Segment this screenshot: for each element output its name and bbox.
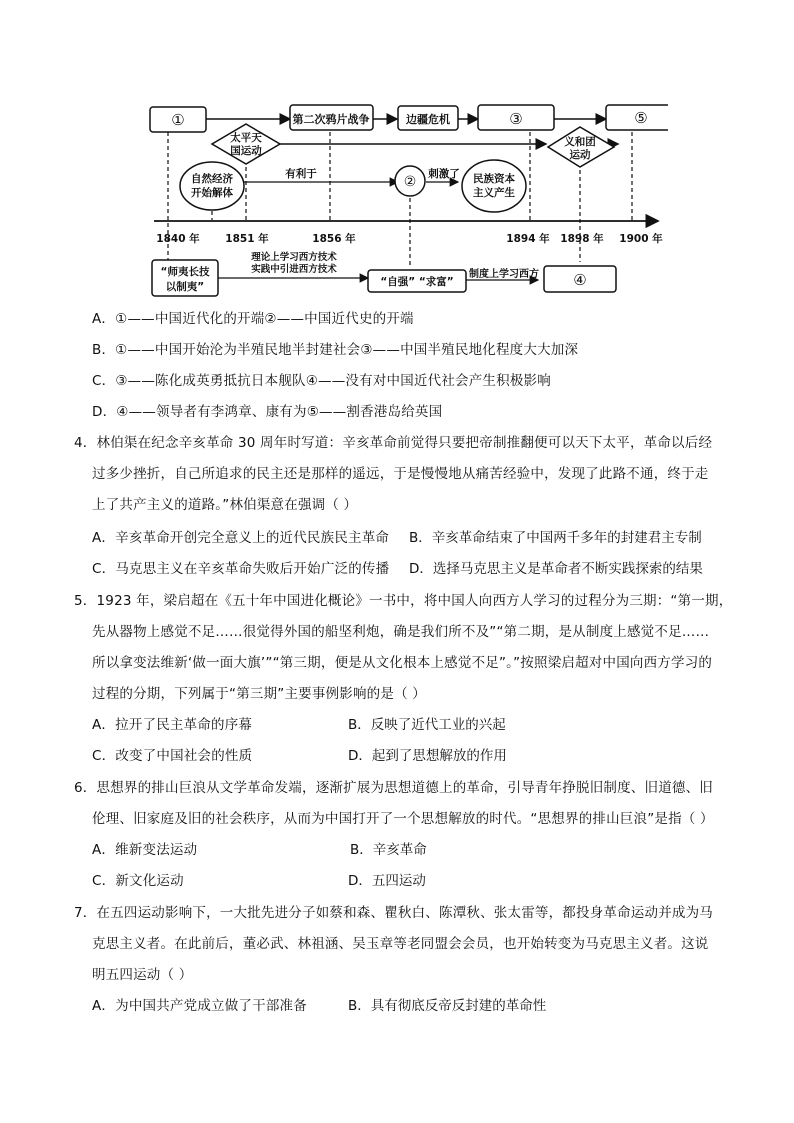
node-4: ④ <box>573 271 587 289</box>
node-taiping-line1: 太平天 <box>230 132 262 144</box>
q6-option-c: C．新文化运动 <box>92 873 184 889</box>
year-1900: 1900 年 <box>619 233 663 245</box>
q3-option-d: D．④——领导者有李鸿章、康有为⑤——割香港岛给英国 <box>92 404 443 420</box>
q7-stem-line2: 克思主义者。在此前后，董必武、林祖涵、吴玉章等老同盟会会员，也开始转变为马克思主义者。这说 <box>92 936 709 952</box>
q3-option-c: C．③——陈化成英勇抵抗日本舰队④——没有对中国近代社会产生积极影响 <box>92 373 551 389</box>
q4-option-b: B．辛亥革命结束了中国两千多年的封建君主专制 <box>409 530 702 546</box>
year-1894: 1894 年 <box>506 233 550 245</box>
q3-option-b: B．①——中国开始沦为半殖民地半封建社会③——中国半殖民地化程度大大加深 <box>92 342 579 358</box>
q5-stem-line4: 过程的分期，下列属于“第三期”主要事例影响的是（ ） <box>92 686 426 702</box>
node-natural-economy-line2: 开始解体 <box>191 187 233 199</box>
history-timeline-diagram <box>148 100 668 300</box>
node-national-capital-line2: 主义产生 <box>473 187 515 199</box>
q5-option-d: D．起到了思想解放的作用 <box>348 748 507 764</box>
year-1898: 1898 年 <box>560 233 604 245</box>
year-1840: 1840 年 <box>156 233 200 245</box>
q6-stem-line2: 伦理、旧家庭及旧的社会秩序，从而为中国打开了一个思想解放的时代。“思想界的排山巨浪”是指（ ） <box>92 811 714 827</box>
q7-stem-line3: 明五四运动（ ） <box>92 967 193 983</box>
node-shiyi-line1: “师夷长技 <box>160 266 210 278</box>
node-yihetuan-line1: 义和团 <box>564 136 596 148</box>
node-taiping-line2: 国运动 <box>230 145 262 157</box>
q5-stem-line2: 先从器物上感觉不足……很觉得外国的船坚利炮，确是我们所不及”“第二期，是从制度上感觉不足…… <box>92 624 710 640</box>
node-ziqiang-qiufu: “自强” “求富” <box>380 276 454 288</box>
q7-option-b: B．具有彻底反帝反封建的革命性 <box>348 998 547 1014</box>
year-1856: 1856 年 <box>312 233 356 245</box>
node-second-opium-war: 第二次鸦片战争 <box>292 113 370 126</box>
label-practice-western-tech: 实践中引进西方技术 <box>251 264 337 275</box>
label-theory-western-tech: 理论上学习西方技术 <box>251 252 337 263</box>
label-cijile: 刺激了 <box>428 168 460 180</box>
node-5: ⑤ <box>634 109 648 127</box>
q5-option-a: A．拉开了民主革命的序幕 <box>92 717 253 733</box>
q4-option-c: C．马克思主义在辛亥革命失败后开始广泛的传播 <box>92 561 390 577</box>
q4-option-a: A．辛亥革命开创完全意义上的近代民族民主革命 <box>92 530 390 546</box>
q5-option-b: B．反映了近代工业的兴起 <box>348 717 506 733</box>
q4-stem-line2: 过多少挫折，自己所追求的民主还是那样的遥远，于是慢慢地从痛苦经验中，发现了此路不通，终于走 <box>92 466 709 482</box>
node-3: ③ <box>509 110 523 128</box>
node-2: ② <box>403 174 417 190</box>
node-natural-economy-line1: 自然经济 <box>191 173 233 185</box>
q3-option-a: A．①——中国近代化的开端②——中国近代史的开端 <box>92 311 414 327</box>
q6-option-d: D．五四运动 <box>348 873 426 889</box>
label-institution-western: 制度上学习西方 <box>469 269 539 280</box>
q6-stem-line1: 6．思想界的排山巨浪从文学革命发端，逐渐扩展为思想道德上的革命，引导青年挣脱旧制度、旧道德、旧 <box>74 780 713 796</box>
node-national-capital-line1: 民族资本 <box>473 173 515 185</box>
q5-stem-line3: 所以拿变法维新‘做一面大旗’”“第三期，便是从文化根本上感觉不足”。”按照梁启超对中国向西方学习的 <box>92 655 713 671</box>
node-border-crisis: 边疆危机 <box>406 113 450 126</box>
q6-option-b: B．辛亥革命 <box>350 842 427 858</box>
q4-stem-line1: 4．林伯渠在纪念辛亥革命 30 周年时写道：辛亥革命前觉得只要把帝制推翻便可以天下太平，革命以后经 <box>74 435 713 451</box>
q5-stem-line1: 5．1923 年，梁启超在《五十年中国进化概论》一书中，将中国人向西方人学习的过程分为三期：“第一期， <box>74 593 733 609</box>
label-youliyu: 有利于 <box>285 168 317 180</box>
node-yihetuan-line2: 运动 <box>569 149 591 161</box>
year-1851: 1851 年 <box>225 233 269 245</box>
node-shiyi-line2: 以制夷” <box>165 281 205 293</box>
node-1: ① <box>171 111 185 129</box>
q7-option-a: A．为中国共产党成立做了干部准备 <box>92 998 307 1014</box>
q7-stem-line1: 7．在五四运动影响下，一大批先进分子如蔡和森、瞿秋白、陈潭秋、张太雷等，都投身革命运动并成为马 <box>74 905 713 921</box>
q4-option-d: D．选择马克思主义是革命者不断实践探索的结果 <box>409 561 703 577</box>
q4-stem-line3: 上了共产主义的道路。”林伯渠意在强调（ ） <box>92 497 358 513</box>
q5-option-c: C．改变了中国社会的性质 <box>92 748 253 764</box>
q6-option-a: A．维新变法运动 <box>92 842 198 858</box>
